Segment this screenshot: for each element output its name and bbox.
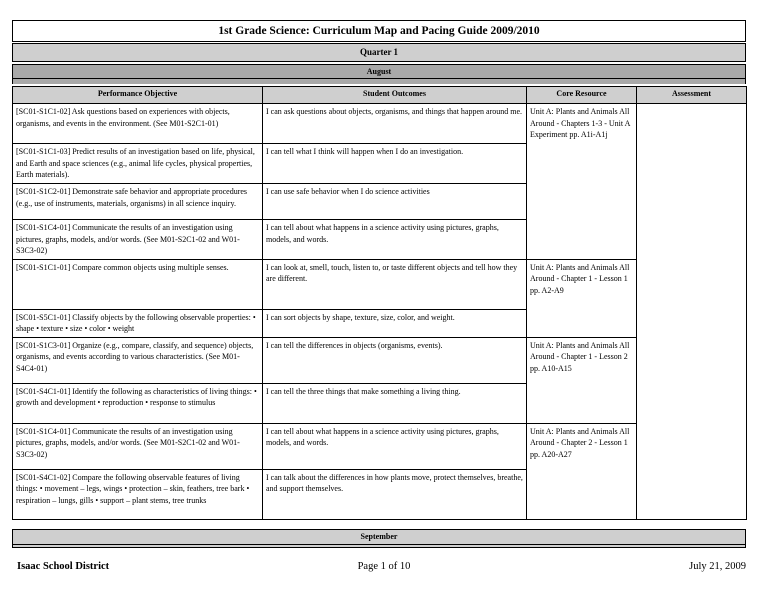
header-core-resource: Core Resource bbox=[527, 87, 637, 104]
assessment-cell bbox=[637, 104, 747, 520]
footer-district: Isaac School District bbox=[17, 561, 110, 572]
outcome-cell: I can tell about what happens in a science activity using pictures, graphs, models, and words. bbox=[263, 220, 527, 260]
table-row bbox=[13, 337, 747, 383]
quarter-header: Quarter 1 bbox=[12, 43, 746, 62]
month-header-september: September bbox=[12, 529, 746, 545]
resource-cell: Unit A: Plants and Animals All Around - Chapters 1-3 - Unit A Experiment pp. A1i-A1j bbox=[527, 104, 637, 260]
objective-cell: [SC01-S4C1-02] Compare the following observable features of living things: • movement – legs, wings • protection – skin, feathers, tree bark • respiration – lungs, gills • support – plant stems, tree trunks bbox=[13, 469, 263, 519]
footer-page-number: Page 1 of 10 bbox=[357, 561, 411, 572]
outcome-cell: I can ask questions about objects, organisms, and things that happen around me. bbox=[263, 104, 527, 144]
table-row bbox=[13, 104, 747, 144]
resource-cell: Unit A: Plants and Animals All Around - Chapter 1 - Lesson 1 pp. A2-A9 bbox=[527, 259, 637, 337]
outcome-cell: I can talk about the differences in how plants move, protect themselves, breathe, and support themselves. bbox=[263, 469, 527, 519]
objective-cell: [SC01-S4C1-01] Identify the following as characteristics of living things: • growth and development • reproduction • response to stimulus bbox=[13, 383, 263, 423]
objective-cell: [SC01-S1C1-01] Compare common objects using multiple senses. bbox=[13, 259, 263, 309]
objective-cell: [SC01-S1C1-03] Predict results of an investigation based on life, physical, and Earth and space sciences (e.g., animal life cycles, physical properties, Earth materials). bbox=[13, 144, 263, 184]
table-header-row bbox=[13, 87, 747, 104]
outcome-cell: I can tell the differences in objects (organisms, events). bbox=[263, 337, 527, 383]
table-row bbox=[13, 259, 747, 309]
objective-cell: [SC01-S1C2-01] Demonstrate safe behavior and appropriate procedures (e.g., use of instruments, materials, organisms) in all science inquiry. bbox=[13, 184, 263, 220]
document-title: 1st Grade Science: Curriculum Map and Pacing Guide 2009/2010 bbox=[12, 20, 746, 42]
objective-cell: [SC01-S5C1-01] Classify objects by the following observable properties: • shape • texture • size • color • weight bbox=[13, 309, 263, 337]
month-spacer bbox=[12, 79, 746, 84]
resource-cell: Unit A: Plants and Animals All Around - Chapter 1 - Lesson 2 pp. A10-A15 bbox=[527, 337, 637, 423]
curriculum-table bbox=[12, 86, 747, 520]
objective-cell: [SC01-S1C4-01] Communicate the results of an investigation using pictures, graphs, models, and/or words. (See M01-S2C1-02 and W01-S3C3-02) bbox=[13, 423, 263, 469]
outcome-cell: I can look at, smell, touch, listen to, or taste different objects and tell how they are different. bbox=[263, 259, 527, 309]
objective-cell: [SC01-S1C1-02] Ask questions based on experiences with objects, organisms, and events in the environment. (See M01-S2C1-01) bbox=[13, 104, 263, 144]
resource-cell: Unit A: Plants and Animals All Around - Chapter 2 - Lesson 1 pp. A20-A27 bbox=[527, 423, 637, 519]
month-spacer bbox=[12, 545, 746, 548]
outcome-cell: I can tell the three things that make something a living thing. bbox=[263, 383, 527, 423]
objective-cell: [SC01-S1C3-01] Organize (e.g., compare, classify, and sequence) objects, organisms, and events according to various characteristics. (See M01-S4C4-01) bbox=[13, 337, 263, 383]
outcome-cell: I can tell about what happens in a science activity using pictures, graphs, models, and words. bbox=[263, 423, 527, 469]
header-student-outcomes: Student Outcomes bbox=[263, 87, 527, 104]
table-row bbox=[13, 423, 747, 469]
month-header-august: August bbox=[12, 64, 746, 79]
header-performance-objective: Performance Objective bbox=[13, 87, 263, 104]
footer-date: July 21, 2009 bbox=[689, 561, 746, 572]
objective-cell: [SC01-S1C4-01] Communicate the results of an investigation using pictures, graphs, models, and/or words. (See M01-S2C1-02 and W01-S3C3-02) bbox=[13, 220, 263, 260]
header-assessment: Assessment bbox=[637, 87, 747, 104]
outcome-cell: I can tell what I think will happen when I do an investigation. bbox=[263, 144, 527, 184]
outcome-cell: I can use safe behavior when I do science activities bbox=[263, 184, 527, 220]
outcome-cell: I can sort objects by shape, texture, size, color, and weight. bbox=[263, 309, 527, 337]
